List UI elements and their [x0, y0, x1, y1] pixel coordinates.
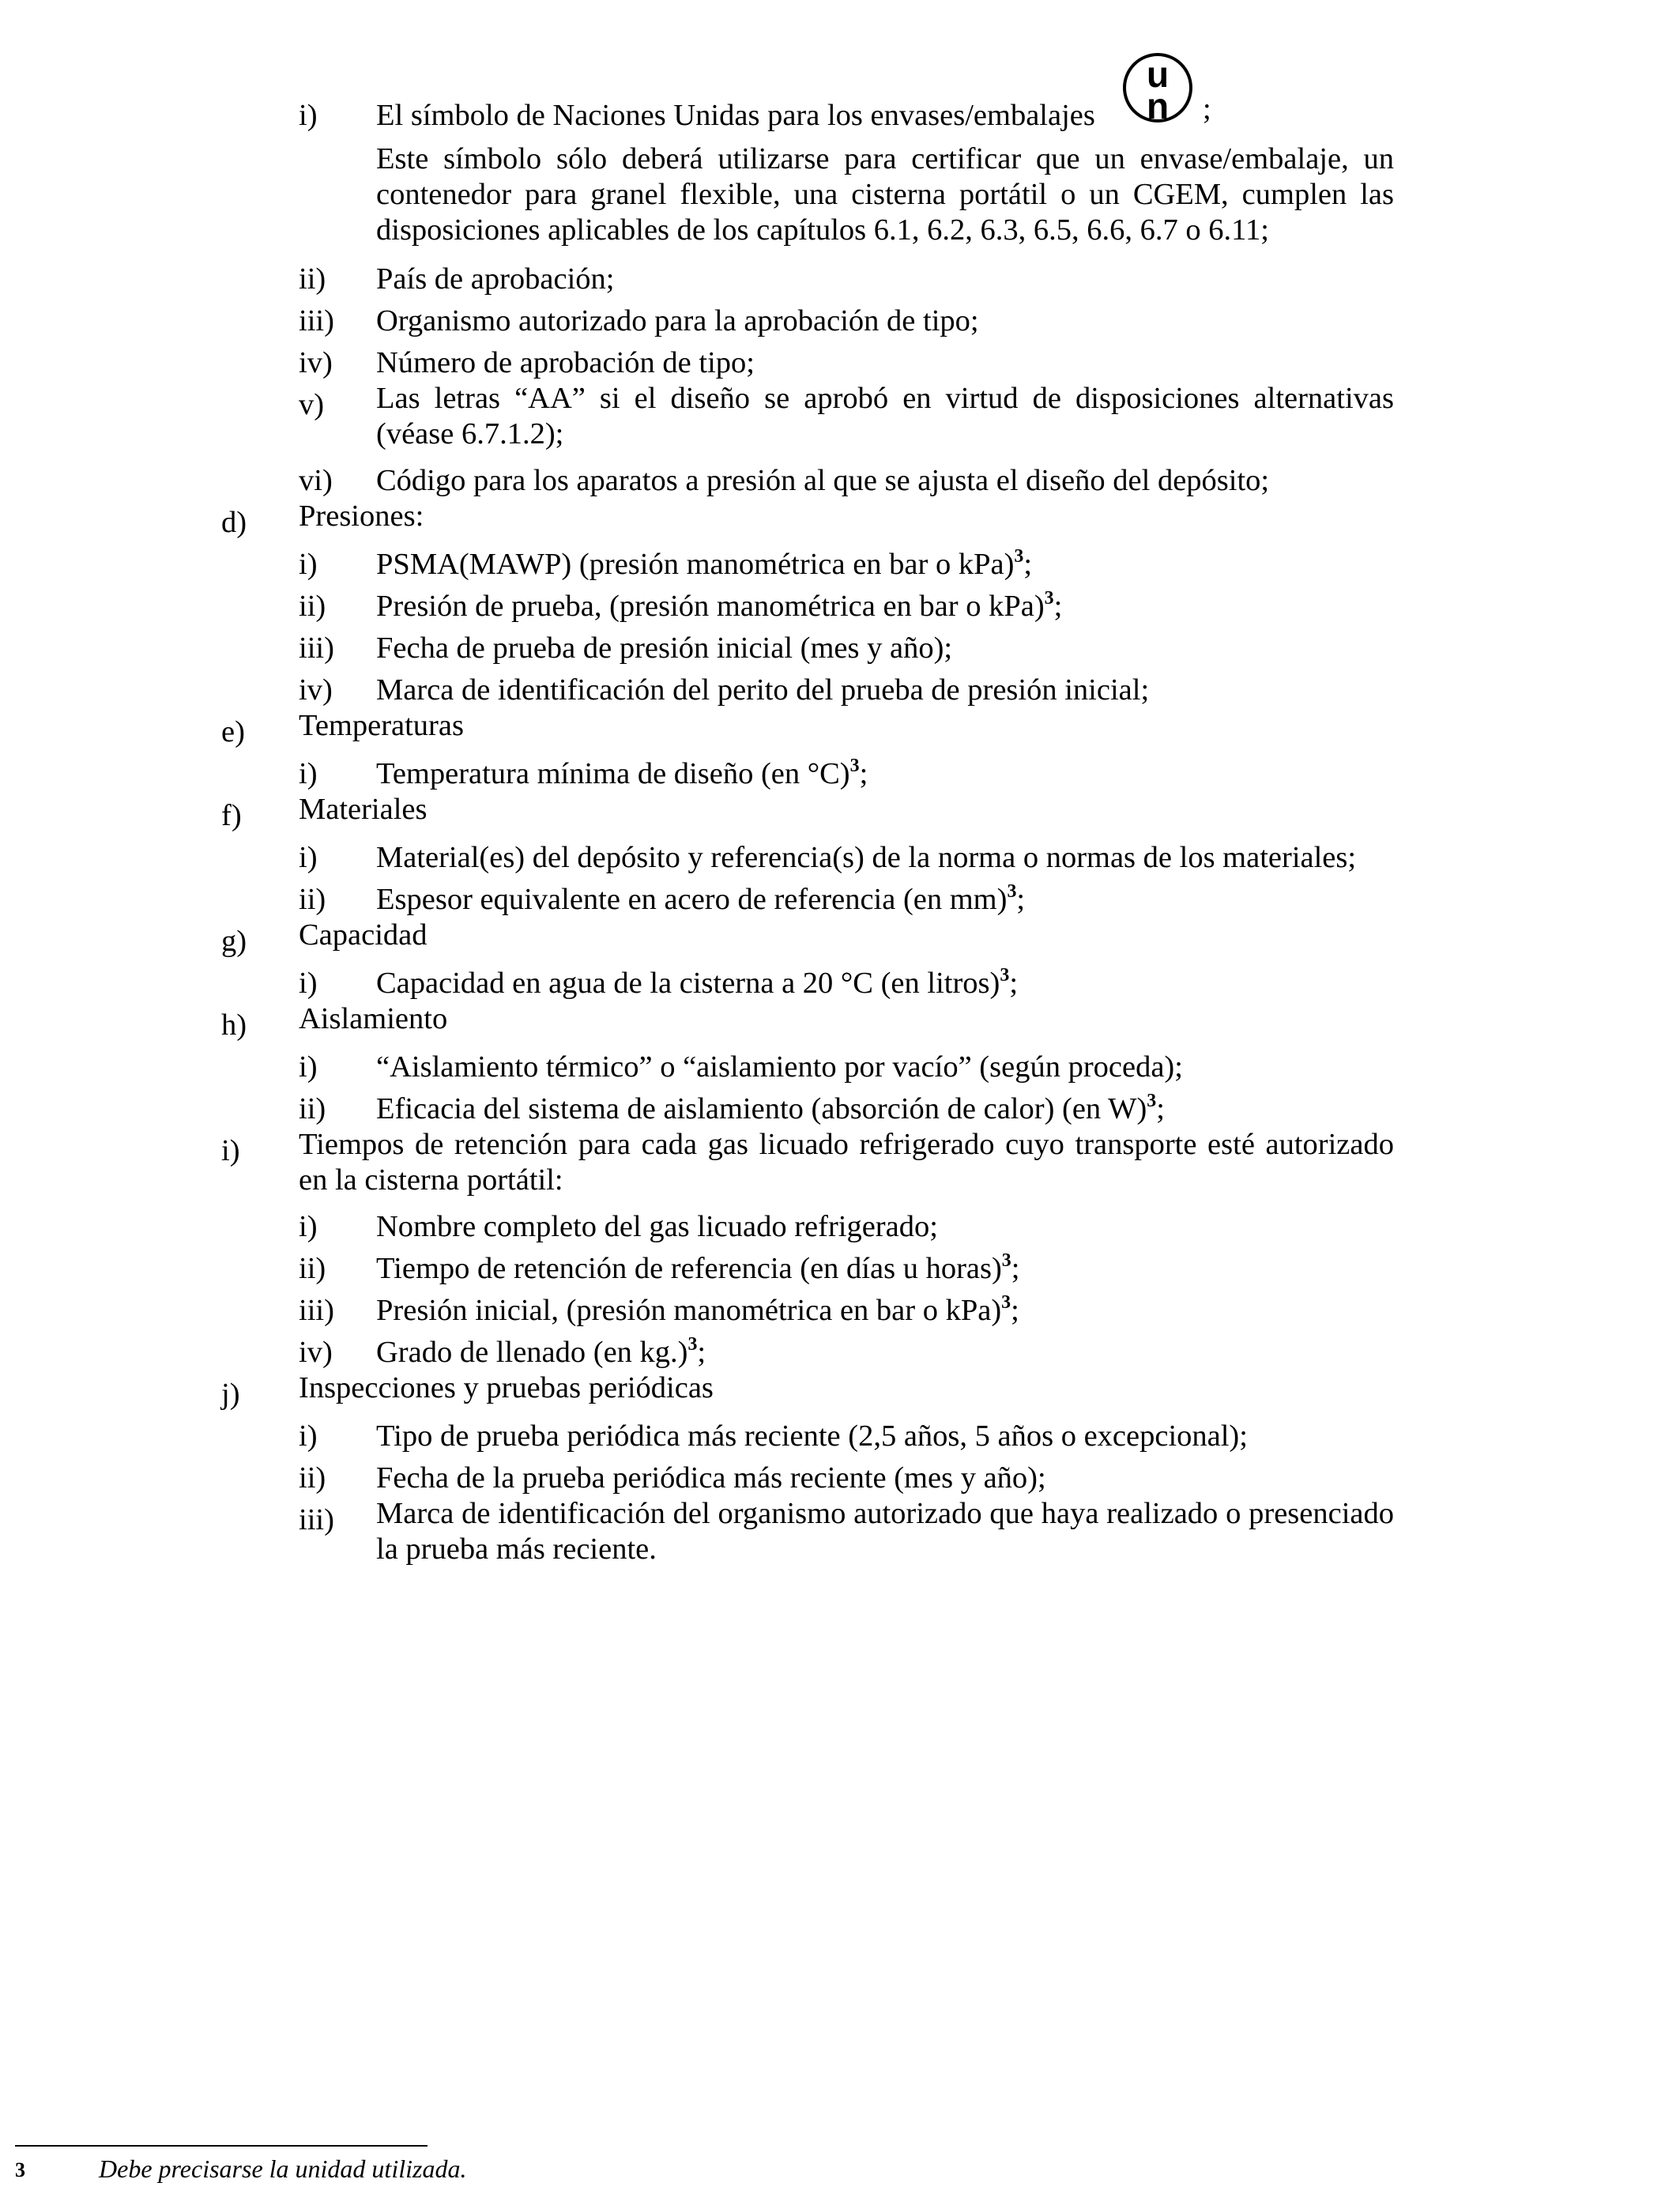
- item-label: ii): [299, 262, 326, 296]
- item-label: iv): [299, 1336, 333, 1369]
- section-label: i): [221, 1134, 240, 1167]
- section-label: e): [221, 715, 245, 748]
- item-label: i): [299, 967, 318, 1000]
- type-approval-number: Número de aprobación de tipo;: [376, 346, 755, 379]
- item-label: i): [299, 1419, 318, 1453]
- latest-test-date: Fecha de la prueba periódica más reciente (mes y año);: [376, 1461, 1046, 1495]
- section-title-pressures: Presiones:: [299, 499, 424, 533]
- item-label: ii): [299, 1252, 326, 1285]
- reference-holding-time: Tiempo de retención de referencia (en días u horas)$^3$;: [376, 1250, 1020, 1285]
- shell-materials: Material(es) del depósito y referencia(s) de la norma o normas de los materiales;: [376, 841, 1357, 874]
- un-symbol-item-text: El símbolo de Naciones Unidas para los envases/embalajes: [376, 99, 1095, 132]
- mawp-item: PSMA(MAWP) (presión manométrica en bar o kPa)$^3$;: [376, 546, 1033, 581]
- alternative-arrangements: Las letras “AA” si el diseño se aprobó en virtud de disposiciones alternativas (véase 6.7.1.2);: [376, 382, 1394, 450]
- un-symbol-note: Este símbolo sólo deberá utilizarse para certificar que un envase/embalaje, un contenedor para granel flexible, una cisterna portátil o un CGEM, cumplen las disposiciones aplicables de los capítulos 6.1, 6.2, 6.3, 6.5, 6.6, 6.7 o 6.11;: [376, 142, 1394, 247]
- authorized-body: Organismo autorizado para la aprobación de tipo;: [376, 304, 979, 337]
- section-label: d): [221, 506, 247, 539]
- item-label: i): [299, 757, 318, 790]
- section-label: g): [221, 925, 247, 958]
- item-label: i): [299, 548, 318, 581]
- footnote-marker: 3: [15, 2158, 25, 2181]
- test-pressure-item: Presión de prueba, (presión manométrica en bar o kPa)$^3$;: [376, 588, 1063, 623]
- item-label: i): [299, 1050, 318, 1084]
- insulation-type: “Aislamiento térmico” o “aislamiento por vacío” (según proceda);: [376, 1050, 1183, 1084]
- country-of-approval: País de aprobación;: [376, 262, 615, 296]
- item-label: ii): [299, 883, 326, 916]
- section-label: j): [221, 1378, 240, 1411]
- un-packaging-symbol-icon: [1122, 51, 1193, 125]
- min-design-temperature: Temperatura mínima de diseño (en °C)$^3$;: [376, 756, 868, 790]
- item-label: iii): [299, 304, 334, 337]
- item-label: i): [299, 1210, 318, 1243]
- footnote-divider: [15, 2145, 428, 2147]
- initial-test-date: Fecha de prueba de presión inicial (mes y año);: [376, 631, 953, 665]
- item-label: vi): [299, 464, 333, 497]
- pressure-vessel-code: Código para los aparatos a presión al que se ajusta el diseño del depósito;: [376, 464, 1270, 497]
- item-label: ii): [299, 1461, 326, 1495]
- item-label: ii): [299, 1092, 326, 1125]
- section-label: f): [221, 799, 242, 832]
- section-title-capacity: Capacidad: [299, 918, 428, 952]
- item-label: iii): [299, 1503, 334, 1536]
- equivalent-thickness: Espesor equivalente en acero de referencia (en mm)$^3$;: [376, 881, 1026, 916]
- item-label: iv): [299, 673, 333, 707]
- section-label: h): [221, 1008, 247, 1042]
- section-title-temperatures: Temperaturas: [299, 709, 464, 742]
- witness-mark: Marca de identificación del perito del prueba de presión inicial;: [376, 673, 1150, 707]
- section-title-insulation: Aislamiento: [299, 1002, 448, 1035]
- section-title-holding-times: Tiempos de retención para cada gas licuado refrigerado cuyo transporte esté autorizado en la cisterna portátil:: [299, 1128, 1394, 1197]
- item-label: i): [299, 841, 318, 874]
- insulation-effectiveness: Eficacia del sistema de aislamiento (absorción de calor) (en W)$^3$;: [376, 1091, 1165, 1125]
- latest-test-type: Tipo de prueba periódica más reciente (2,5 años, 5 años o excepcional);: [376, 1419, 1248, 1453]
- item-label: iv): [299, 346, 333, 379]
- section-title-periodic-tests: Inspecciones y pruebas periódicas: [299, 1371, 714, 1404]
- footnote-text: Debe precisarse la unidad utilizada.: [99, 2154, 467, 2183]
- water-capacity: Capacidad en agua de la cisterna a 20 °C (en litros)$^3$;: [376, 965, 1019, 1000]
- svg-text:u: u: [1146, 54, 1170, 95]
- item-label: iii): [299, 631, 334, 665]
- item-label: ii): [299, 590, 326, 623]
- section-title-materials: Materiales: [299, 793, 428, 826]
- svg-text:n: n: [1146, 85, 1170, 125]
- item-label: v): [299, 388, 325, 421]
- authorized-body-mark: Marca de identificación del organismo autorizado que haya realizado o presenciado la prueba más reciente.: [376, 1497, 1394, 1566]
- item-label: iii): [299, 1294, 334, 1327]
- degree-of-filling: Grado de llenado (en kg.)$^3$;: [376, 1334, 706, 1369]
- item-suffix: ;: [1203, 92, 1211, 126]
- item-label: i): [299, 99, 318, 132]
- gas-name: Nombre completo del gas licuado refrigerado;: [376, 1210, 938, 1243]
- initial-pressure: Presión inicial, (presión manométrica en bar o kPa)$^3$;: [376, 1292, 1019, 1327]
